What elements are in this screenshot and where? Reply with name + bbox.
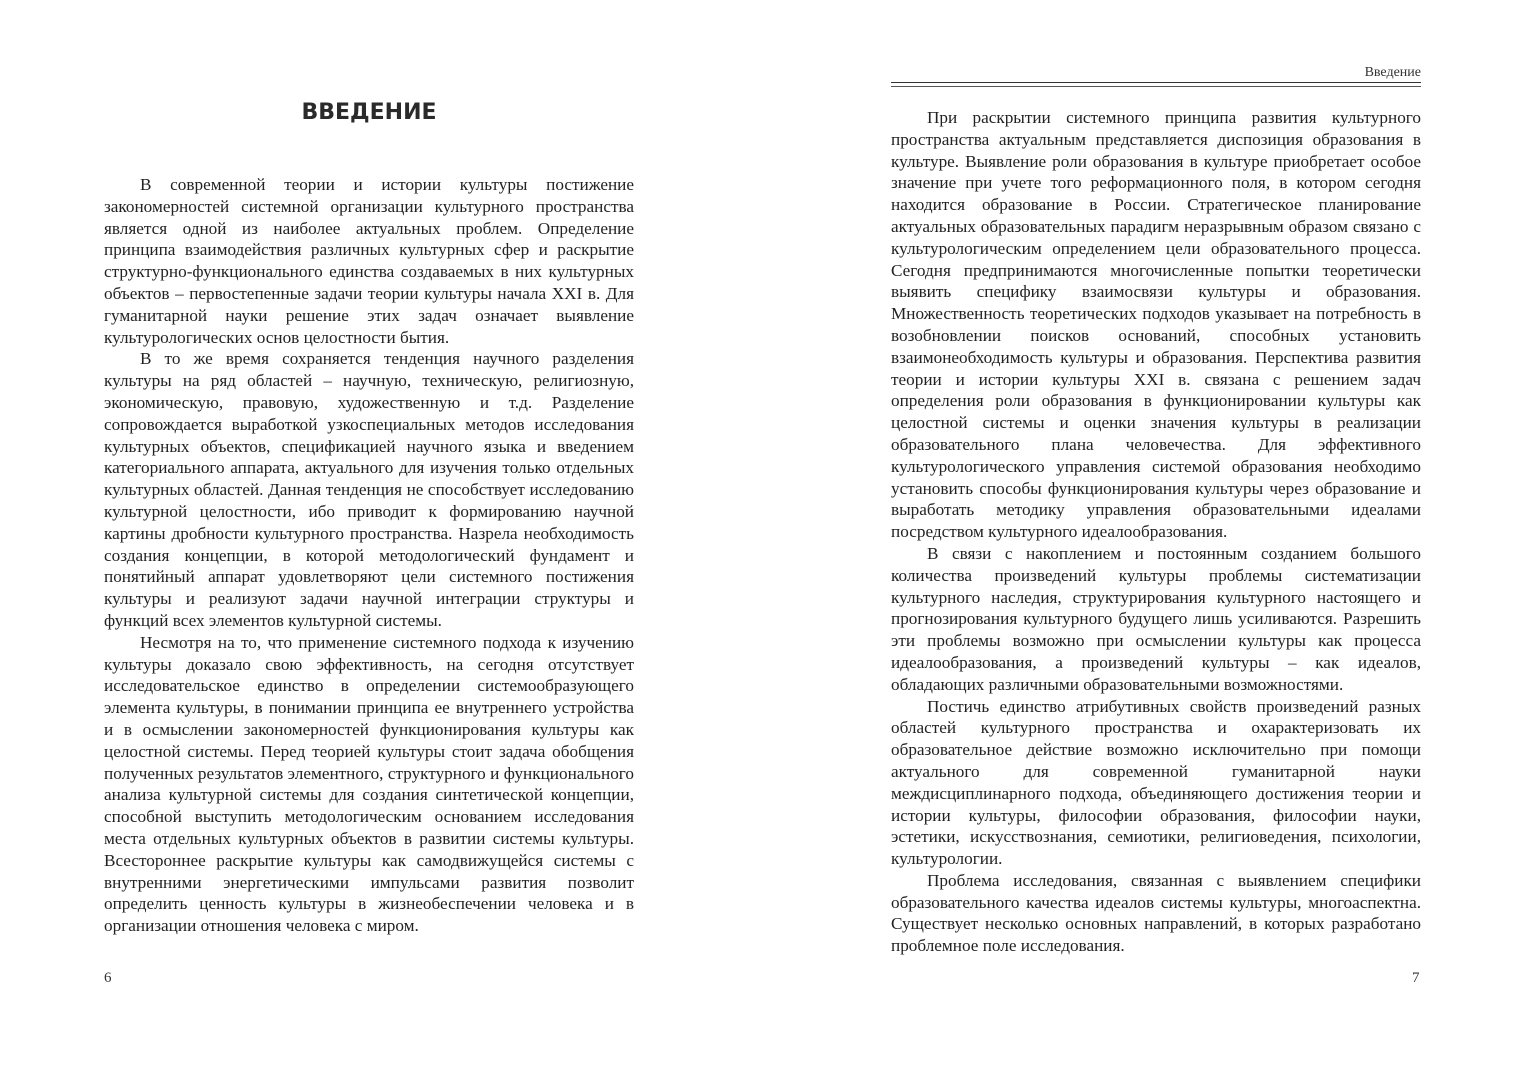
paragraph: Постичь единство атрибутивных свойств произведений разных областей культурного пространства и охарактеризовать их образовательное действие возможно исключительно при помощи актуального для современной гуманитарной науки междисциплинарного подхода, объединяющего достижения теории и истории культуры, философии образования, философии науки, эстетики, искусствознания, семиотики, религиоведения, психологии, культурологии.	[891, 696, 1421, 869]
paragraph: В то же время сохраняется тенденция научного разделения культуры на ряд областей – научную, техническую, религиозную, экономическую, правовую, художественную и т.д. Разделение сопровождается выработкой узкоспециальных методов исследования культурных объектов, спецификацией научного языка и введением категориального аппарата, актуального для изучения только отдельных культурных областей. Данная тенденция не способствует исследованию культурной целостности, ибо приводит к формированию научной картины дробности культурного пространства. Назрела необходимость создания концепции, в которой методологический фундамент и понятийный аппарат удовлетворяют цели системного постижения культуры и реализуют задачи научной интеграции структуры и функций всех элементов культурной системы.	[104, 349, 634, 630]
header-rule-thick	[891, 82, 1421, 83]
paragraph: При раскрытии системного принципа развития культурного пространства актуальным представляется диспозиция образования в культуре. Выявление роли образования в культуре приобретает особое значение при учете того реформационного поля, в котором сегодня находится образование в России. Стратегическое планирование актуальных образовательных парадигм неразрывным образом связано с культурологическим определением цели образовательного процесса. Сегодня предпринимаются многочисленные попытки теоретически выявить специфику взаимосвязи культуры и образования. Множественность теоретических подходов указывает на потребность в возобновлении поисков оснований, способных установить взаимонеобходимость культуры и образования. Перспектива развития теории и истории культуры XXI в. связана с решением задач определения роли образования в функционировании культуры как целостной системы и оценки значения культуры в реализации образовательного плана человечества. Для эффективного культурологического управления системой образования необходимо установить способы функционирования культуры через образование и выработать методику управления образовательными идеалами посредством культурного идеалообразования.	[891, 108, 1421, 542]
paragraph: В связи с накоплением и постоянным созданием большого количества произведений культуры проблемы систематизации культурного наследия, структурирования культурного настоящего и прогнозирования культурного будущего лишь усиливаются. Разрешить эти проблемы возможно при осмыслении культуры как процесса идеалообразования, а произведений культуры – как идеалов, обладающих различными образовательными возможностями.	[891, 543, 1421, 694]
page-number-left: 6	[104, 970, 112, 986]
page-number-right: 7	[1412, 970, 1420, 986]
paragraph: В современной теории и истории культуры постижение закономерностей системной организации культурного пространства является одной из наиболее актуальных проблем. Определение принципа взаимодействия различных культурных сфер и раскрытие структурно-функционального единства создаваемых в них культурных объектов – первостепенные задачи теории культуры начала XXI в. Для гуманитарной науки решение этих задач означает выявление культурологических основ целостности бытия.	[104, 175, 634, 347]
header-rule-thin	[891, 86, 1421, 87]
paragraph: Несмотря на то, что применение системного подхода к изучению культуры доказало свою эффективность, на сегодня отсутствует исследовательское единство в определении системообразующего элемента культуры, в понимании принципа ее внутреннего устройства и в осмыслении закономерностей функционирования культуры как целостной системы. Перед теорией культуры стоит задача обобщения полученных результатов элементного, структурного и функционального анализа культурной системы для создания синтетической концепции, способной выступить методологическим основанием исследования места отдельных культурных объектов в развитии системы культуры. Всестороннее раскрытие культуры как самодвижущейся системы с внутренними энергетическими импульсами развития позволит определить ценность культуры в жизнеобеспечении человека и в организации отношения человека с миром.	[104, 632, 634, 936]
right-page	[761, 0, 1522, 1080]
right-page-body	[891, 107, 1421, 957]
running-head: Введение	[1364, 65, 1421, 80]
left-page-body	[104, 174, 634, 937]
paragraph: Проблема исследования, связанная с выявлением специфики образовательного качества идеалов системы культуры, многоаспектна. Существует несколько основных направлений, в которых разработано проблемное поле исследования.	[891, 870, 1421, 956]
chapter-title: ВВЕДЕНИЕ	[301, 100, 437, 125]
